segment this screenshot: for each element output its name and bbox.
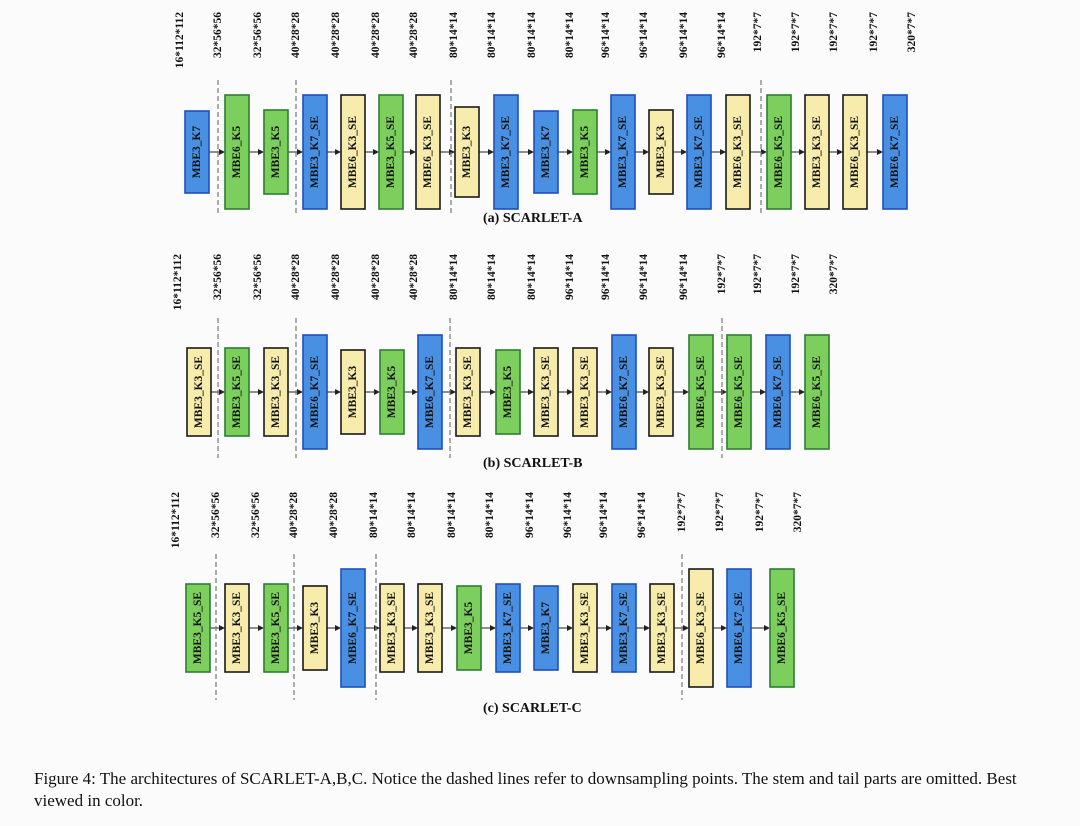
block bbox=[225, 348, 249, 436]
dimension-label: 192*7*7 bbox=[790, 254, 802, 295]
block-label: MBE6_K5_SE bbox=[695, 355, 707, 429]
panel-c bbox=[170, 492, 804, 700]
dimension-label: 192*7*7 bbox=[676, 492, 688, 533]
panel-a-caption: (a) SCARLET-A bbox=[483, 211, 583, 226]
block bbox=[727, 569, 751, 687]
dimension-label: 96*14*14 bbox=[678, 254, 690, 300]
block bbox=[186, 584, 210, 672]
block bbox=[456, 348, 480, 436]
block-label: MBE3_K7_SE bbox=[502, 591, 514, 665]
dimension-label: 80*14*14 bbox=[446, 492, 458, 538]
block-label: MBE3_K7_SE bbox=[618, 591, 630, 665]
dimension-label: 40*28*28 bbox=[288, 492, 300, 538]
dimension-label: 96*14*14 bbox=[564, 254, 576, 300]
block bbox=[611, 95, 635, 209]
block-label: MBE3_K7_SE bbox=[617, 115, 629, 189]
panel-a bbox=[174, 12, 918, 214]
dimension-label: 192*7*7 bbox=[754, 492, 766, 533]
block bbox=[264, 584, 288, 672]
dimension-label: 96*14*14 bbox=[716, 12, 728, 58]
block-label: MBE6_K7_SE bbox=[309, 355, 321, 429]
block-label: MBE6_K7_SE bbox=[772, 355, 784, 429]
block-label: MBE6_K5 bbox=[231, 125, 243, 179]
panel-c-caption: (c) SCARLET-C bbox=[483, 701, 582, 716]
block bbox=[573, 110, 597, 194]
block-label: MBE3_K3_SE bbox=[540, 355, 552, 429]
block bbox=[843, 95, 867, 209]
block-label: MBE3_K3_SE bbox=[270, 355, 282, 429]
dimension-label: 40*28*28 bbox=[408, 12, 420, 58]
dimension-label: 192*7*7 bbox=[752, 12, 764, 53]
block bbox=[612, 335, 636, 449]
block-label: MBE3_K3_SE bbox=[579, 591, 591, 665]
block bbox=[496, 584, 520, 672]
block-label: MBE6_K3_SE bbox=[849, 115, 861, 189]
block-label: MBE3_K5 bbox=[386, 365, 398, 419]
dimension-label: 320*7*7 bbox=[828, 254, 840, 295]
dimension-label: 40*28*28 bbox=[328, 492, 340, 538]
block bbox=[341, 95, 365, 209]
block-label: MBE3_K3 bbox=[461, 125, 473, 179]
dimension-label: 32*56*56 bbox=[252, 12, 264, 58]
block bbox=[650, 584, 674, 672]
block-label: MBE6_K7_SE bbox=[733, 591, 745, 665]
block bbox=[187, 348, 211, 436]
block bbox=[264, 348, 288, 436]
block-label: MBE3_K3_SE bbox=[231, 591, 243, 665]
block-label: MBE3_K3_SE bbox=[462, 355, 474, 429]
block-label: MBE6_K3_SE bbox=[347, 115, 359, 189]
block bbox=[805, 95, 829, 209]
dimension-label: 96*14*14 bbox=[524, 492, 536, 538]
dimension-label: 40*28*28 bbox=[370, 12, 382, 58]
block bbox=[573, 348, 597, 436]
block-label: MBE3_K3 bbox=[655, 125, 667, 179]
block-label: MBE6_K5_SE bbox=[811, 355, 823, 429]
dimension-label: 40*28*28 bbox=[370, 254, 382, 300]
block-label: MBE6_K3_SE bbox=[732, 115, 744, 189]
block bbox=[264, 110, 288, 194]
block bbox=[457, 586, 481, 670]
dimension-label: 16*112*112 bbox=[172, 254, 184, 311]
block bbox=[379, 95, 403, 209]
block-label: MBE6_K5_SE bbox=[773, 115, 785, 189]
block-label: MBE6_K3_SE bbox=[695, 591, 707, 665]
block-label: MBE6_K3_SE bbox=[422, 115, 434, 189]
dimension-label: 32*56*56 bbox=[252, 254, 264, 300]
dimension-label: 40*28*28 bbox=[408, 254, 420, 300]
block bbox=[418, 584, 442, 672]
dimension-label: 96*14*14 bbox=[678, 12, 690, 58]
block-label: MBE3_K3_SE bbox=[386, 591, 398, 665]
dimension-label: 80*14*14 bbox=[486, 254, 498, 300]
block bbox=[303, 335, 327, 449]
dimension-label: 32*56*56 bbox=[250, 492, 262, 538]
block-label: MBE3_K7_SE bbox=[309, 115, 321, 189]
dimension-label: 192*7*7 bbox=[868, 12, 880, 53]
block-label: MBE3_K3_SE bbox=[579, 355, 591, 429]
block bbox=[185, 111, 209, 193]
block-label: MBE6_K7_SE bbox=[889, 115, 901, 189]
block bbox=[727, 335, 751, 449]
dimension-label: 96*14*14 bbox=[598, 492, 610, 538]
block-label: MBE3_K5 bbox=[270, 125, 282, 179]
dimension-label: 16*112*112 bbox=[170, 492, 182, 549]
block-label: MBE6_K5_SE bbox=[776, 591, 788, 665]
block-label: MBE3_K5_SE bbox=[192, 591, 204, 665]
dimension-label: 96*14*14 bbox=[636, 492, 648, 538]
dimension-label: 40*28*28 bbox=[330, 254, 342, 300]
block-label: MBE3_K5 bbox=[579, 125, 591, 179]
block bbox=[380, 350, 404, 434]
dimension-label: 32*56*56 bbox=[212, 12, 224, 58]
block-label: MBE6_K7_SE bbox=[618, 355, 630, 429]
block-label: MBE3_K3_SE bbox=[811, 115, 823, 189]
dimension-label: 40*28*28 bbox=[290, 12, 302, 58]
block-label: MBE3_K5_SE bbox=[385, 115, 397, 189]
block-label: MBE3_K3 bbox=[309, 601, 321, 655]
block bbox=[225, 95, 249, 209]
block bbox=[341, 569, 365, 687]
block bbox=[767, 95, 791, 209]
dimension-label: 320*7*7 bbox=[906, 12, 918, 53]
block bbox=[573, 584, 597, 672]
dimension-label: 96*14*14 bbox=[600, 12, 612, 58]
dimension-label: 40*28*28 bbox=[290, 254, 302, 300]
panel-b-caption: (b) SCARLET-B bbox=[483, 456, 583, 471]
block bbox=[687, 95, 711, 209]
block bbox=[770, 569, 794, 687]
block bbox=[649, 110, 673, 194]
dimension-label: 80*14*14 bbox=[564, 12, 576, 58]
block bbox=[418, 335, 442, 449]
block bbox=[649, 348, 673, 436]
dimension-label: 96*14*14 bbox=[562, 492, 574, 538]
dimension-label: 192*7*7 bbox=[790, 12, 802, 53]
dimension-label: 80*14*14 bbox=[448, 254, 460, 300]
block bbox=[225, 584, 249, 672]
dimension-label: 32*56*56 bbox=[210, 492, 222, 538]
dimension-label: 40*28*28 bbox=[330, 12, 342, 58]
block bbox=[416, 95, 440, 209]
block-label: MBE3_K7 bbox=[540, 125, 552, 179]
block bbox=[689, 335, 713, 449]
dimension-label: 80*14*14 bbox=[486, 12, 498, 58]
dimension-label: 192*7*7 bbox=[828, 12, 840, 53]
block bbox=[612, 584, 636, 672]
dimension-label: 192*7*7 bbox=[714, 492, 726, 533]
block-label: MBE3_K3_SE bbox=[424, 591, 436, 665]
block-label: MBE3_K5 bbox=[502, 365, 514, 419]
panel-b bbox=[172, 254, 840, 458]
block bbox=[494, 95, 518, 209]
block-label: MBE3_K3_SE bbox=[655, 355, 667, 429]
figure-caption: Figure 4: The architectures of SCARLET-A,B,C. Notice the dashed lines refer to downsampling points. The stem and tail parts are omitted. Best viewed in color. bbox=[34, 769, 1017, 810]
block-label: MBE3_K5_SE bbox=[231, 355, 243, 429]
dimension-label: 320*7*7 bbox=[792, 492, 804, 533]
block bbox=[380, 584, 404, 672]
dimension-label: 192*7*7 bbox=[752, 254, 764, 295]
block bbox=[689, 569, 713, 687]
dimension-label: 80*14*14 bbox=[484, 492, 496, 538]
block bbox=[303, 586, 327, 670]
block-label: MBE6_K5_SE bbox=[733, 355, 745, 429]
block-label: MBE6_K7_SE bbox=[424, 355, 436, 429]
block-label: MBE3_K7 bbox=[540, 601, 552, 655]
block bbox=[766, 335, 790, 449]
dimension-label: 192*7*7 bbox=[716, 254, 728, 295]
dimension-label: 80*14*14 bbox=[526, 12, 538, 58]
block bbox=[341, 350, 365, 434]
block bbox=[726, 95, 750, 209]
block bbox=[303, 95, 327, 209]
block bbox=[455, 107, 479, 197]
block-label: MBE6_K7_SE bbox=[347, 591, 359, 665]
dimension-label: 80*14*14 bbox=[526, 254, 538, 300]
block-label: MBE3_K5 bbox=[463, 601, 475, 655]
block bbox=[534, 586, 558, 670]
dimension-label: 96*14*14 bbox=[600, 254, 612, 300]
dimension-label: 32*56*56 bbox=[212, 254, 224, 300]
block bbox=[496, 350, 520, 434]
block bbox=[805, 335, 829, 449]
dimension-label: 96*14*14 bbox=[638, 12, 650, 58]
block-label: MBE3_K7 bbox=[191, 125, 203, 179]
block bbox=[534, 348, 558, 436]
dimension-label: 80*14*14 bbox=[406, 492, 418, 538]
block bbox=[883, 95, 907, 209]
block-label: MBE3_K7_SE bbox=[693, 115, 705, 189]
dimension-label: 16*112*112 bbox=[174, 12, 186, 69]
block-label: MBE3_K5_SE bbox=[270, 591, 282, 665]
block bbox=[534, 111, 558, 193]
dimension-label: 80*14*14 bbox=[448, 12, 460, 58]
dimension-label: 96*14*14 bbox=[638, 254, 650, 300]
block-label: MBE3_K3_SE bbox=[193, 355, 205, 429]
dimension-label: 80*14*14 bbox=[368, 492, 380, 538]
block-label: MBE3_K3_SE bbox=[656, 591, 668, 665]
block-label: MBE3_K7_SE bbox=[500, 115, 512, 189]
block-label: MBE3_K3 bbox=[347, 365, 359, 419]
